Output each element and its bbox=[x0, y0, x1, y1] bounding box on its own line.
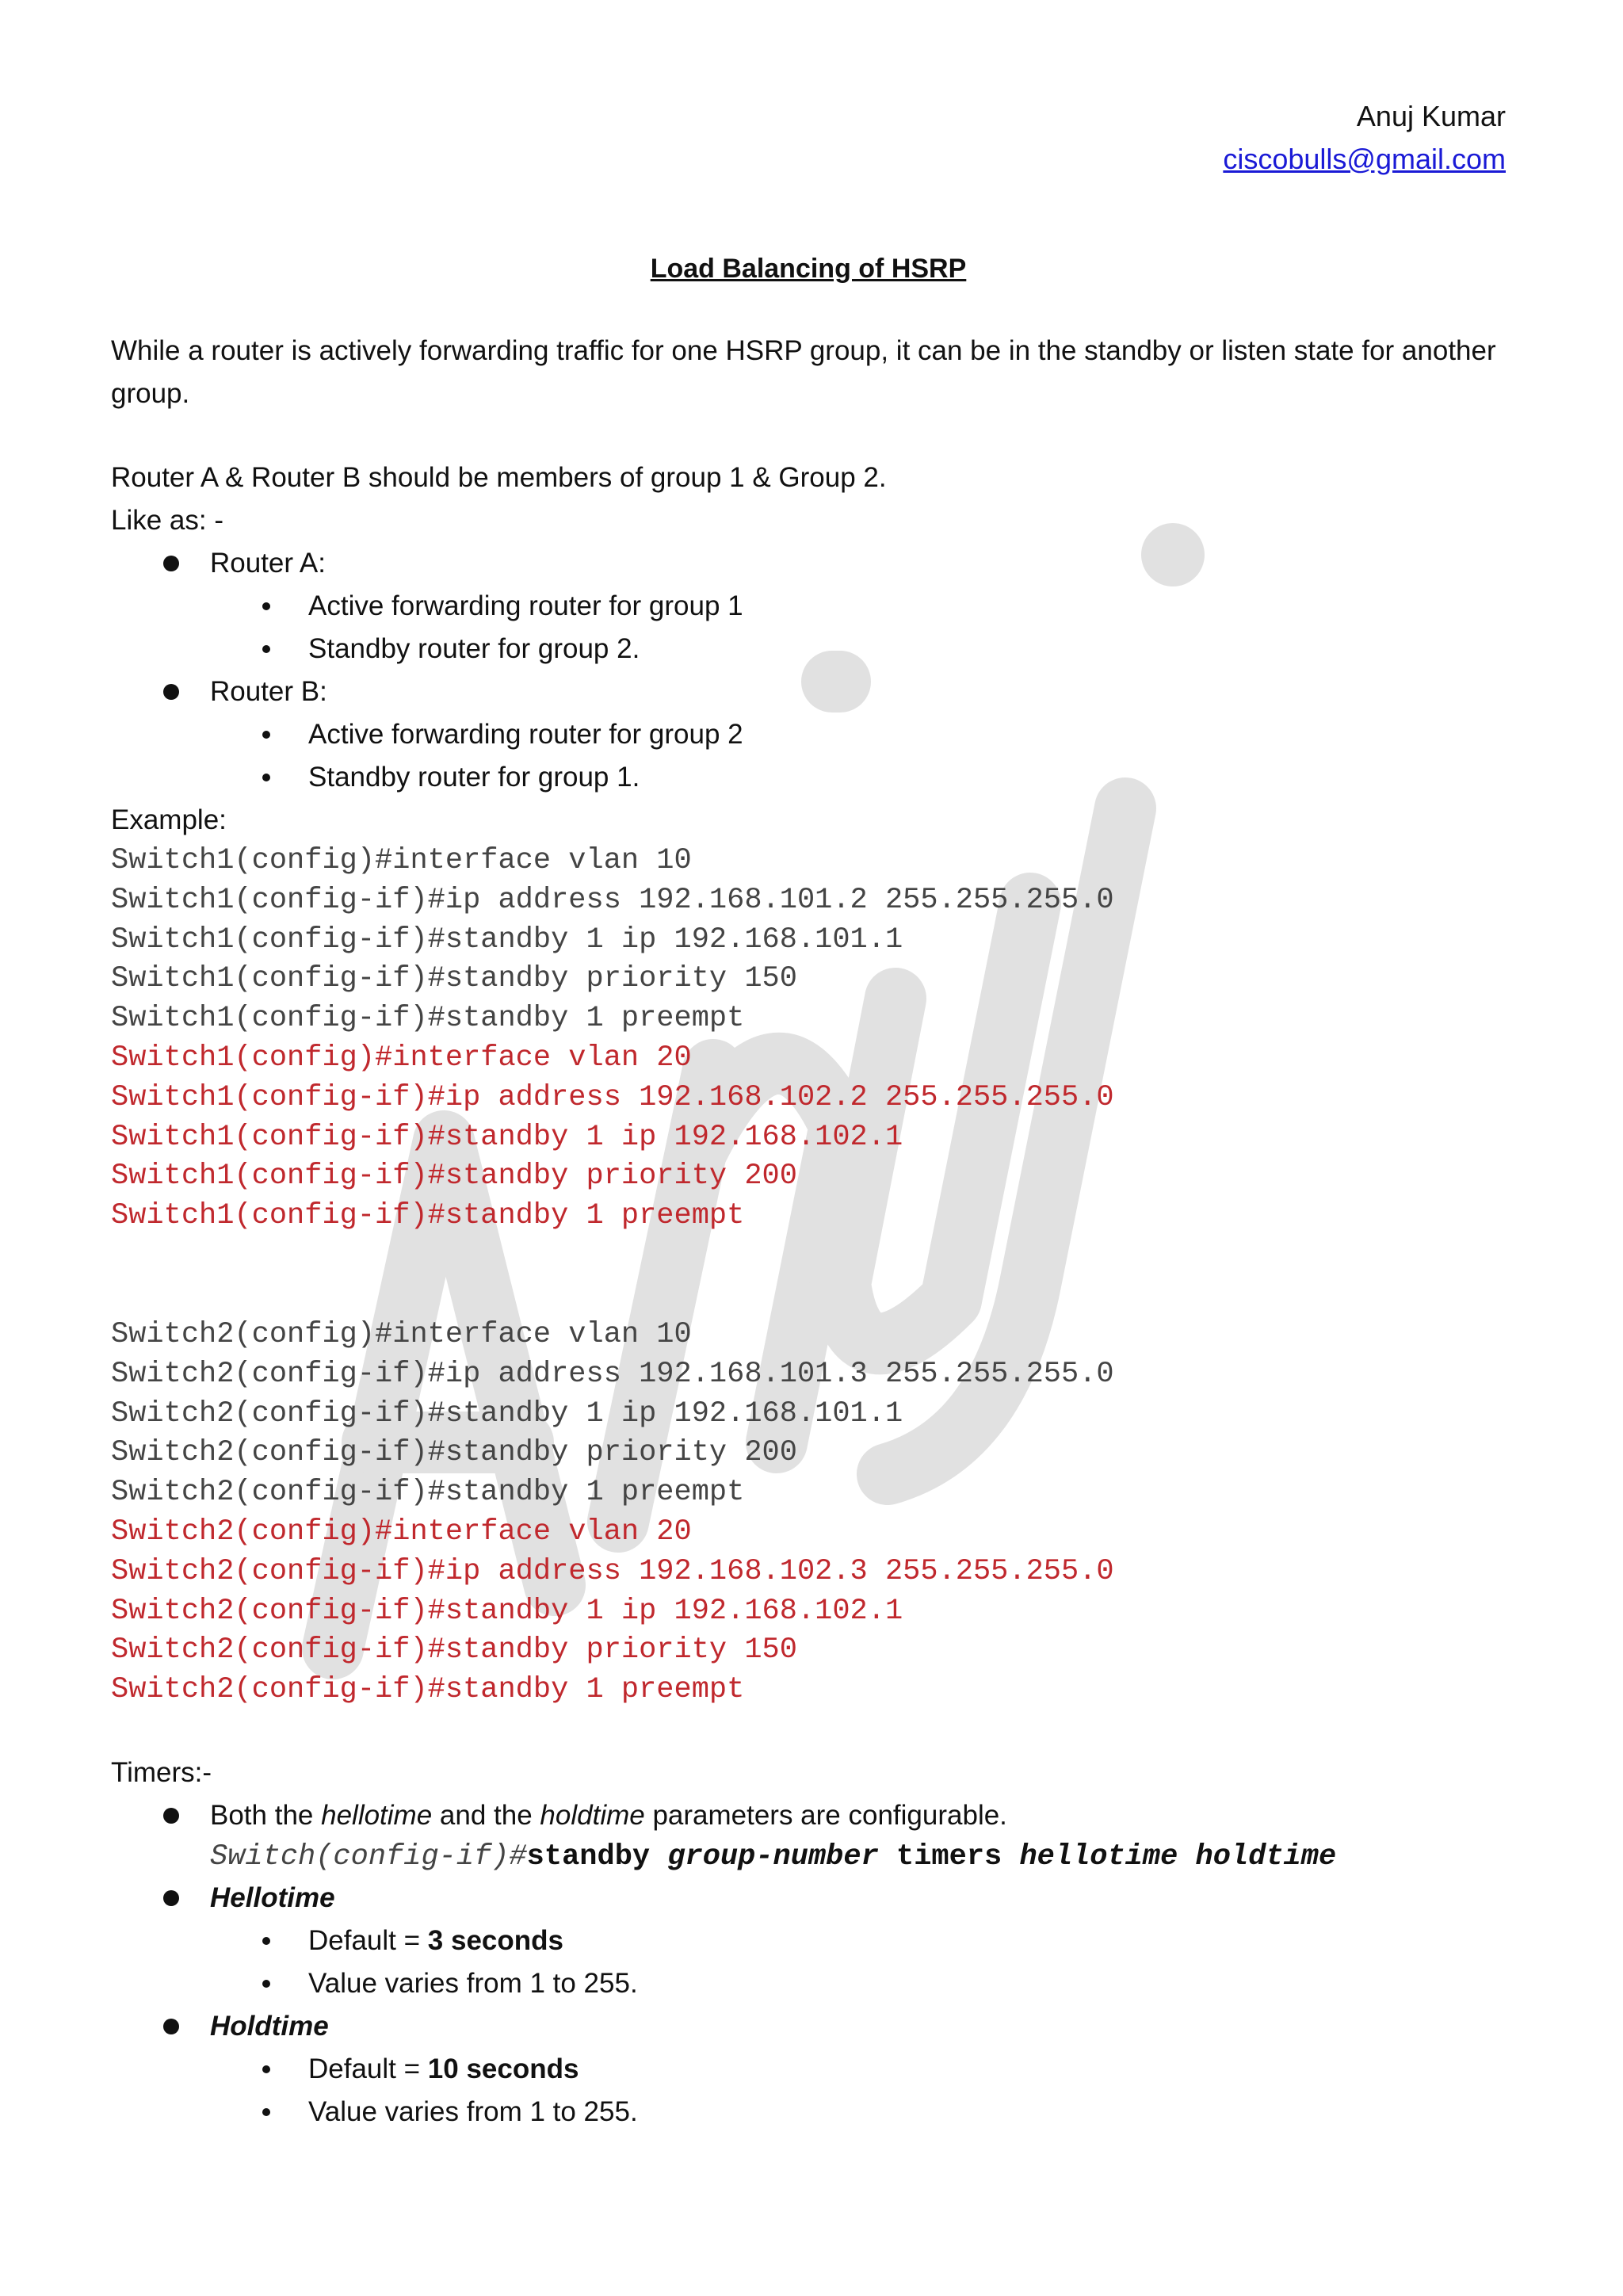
list-item-hellotime: Hellotime bbox=[111, 1877, 1506, 1920]
bullet-icon bbox=[163, 1808, 179, 1824]
code-line-highlight: Switch1(config-if)#standby 1 ip 192.168.102.1 bbox=[111, 1120, 903, 1154]
code-line-highlight: Switch1(config-if)#ip address 192.168.102.2 255.255.255.0 bbox=[111, 1080, 1114, 1114]
code-line: Switch1(config-if)#ip address 192.168.101.2 255.255.255.0 bbox=[111, 883, 1114, 917]
bullet-icon bbox=[262, 731, 270, 739]
example-label: Example: bbox=[111, 804, 227, 835]
intro-paragraph: While a router is actively forwarding traffic for one HSRP group, it can be in the standby or listen state for another group. bbox=[111, 335, 1496, 409]
code-line: Switch2(config-if)#standby priority 200 bbox=[111, 1436, 797, 1470]
code-line: Switch1(config-if)#standby priority 150 bbox=[111, 962, 797, 996]
code-line-highlight: Switch2(config-if)#standby 1 ip 192.168.102.1 bbox=[111, 1594, 903, 1628]
list-item: Default = 3 seconds bbox=[111, 1920, 1506, 1962]
code-line-highlight: Switch2(config)#interface vlan 20 bbox=[111, 1515, 692, 1549]
bullet-icon bbox=[163, 684, 179, 700]
list-item: Value varies from 1 to 255. bbox=[111, 2091, 1506, 2134]
code-line: Switch1(config-if)#standby 1 preempt bbox=[111, 1002, 745, 1036]
bullet-icon bbox=[163, 2019, 179, 2034]
bullet-icon bbox=[262, 645, 270, 653]
switch2-code-block bbox=[111, 1316, 1506, 1710]
code-line-highlight: Switch1(config-if)#standby 1 preempt bbox=[111, 1199, 745, 1233]
code-line-highlight: Switch2(config-if)#standby 1 preempt bbox=[111, 1673, 745, 1707]
author-name: Anuj Kumar bbox=[1356, 100, 1506, 132]
code-line-highlight: Switch2(config-if)#standby priority 150 bbox=[111, 1633, 797, 1668]
code-line: Switch2(config-if)#standby 1 ip 192.168.101.1 bbox=[111, 1396, 903, 1431]
author-email-link[interactable]: ciscobulls@gmail.com bbox=[1223, 143, 1506, 175]
list-item: Standby router for group 1. bbox=[111, 756, 1506, 799]
timers-command: Switch(config-if)#standby group-number timers hellotime holdtime bbox=[210, 1839, 1337, 1874]
code-line: Switch2(config-if)#ip address 192.168.101.3 255.255.255.0 bbox=[111, 1357, 1114, 1391]
bullet-icon bbox=[262, 602, 270, 610]
bullet-icon bbox=[262, 1937, 270, 1945]
author-block bbox=[111, 95, 1506, 181]
list-item: Value varies from 1 to 255. bbox=[111, 1962, 1506, 2005]
code-line: Switch2(config)#interface vlan 10 bbox=[111, 1317, 692, 1351]
code-line: Switch1(config-if)#standby 1 ip 192.168.101.1 bbox=[111, 923, 903, 957]
list-item: Active forwarding router for group 2 bbox=[111, 713, 1506, 756]
list-item-router-a: Router A: bbox=[111, 542, 1506, 585]
list-item-holdtime: Holdtime bbox=[111, 2005, 1506, 2048]
code-line-highlight: Switch1(config)#interface vlan 20 bbox=[111, 1041, 692, 1075]
code-line: Switch1(config)#interface vlan 10 bbox=[111, 844, 692, 877]
list-item-configurable: Both the hellotime and the holdtime parameters are configurable. bbox=[111, 1794, 1506, 1837]
like-as-label: Like as: - bbox=[111, 505, 223, 536]
list-item: Active forwarding router for group 1 bbox=[111, 585, 1506, 628]
code-line: Switch2(config-if)#standby 1 preempt bbox=[111, 1476, 745, 1510]
bullet-icon bbox=[262, 2065, 270, 2073]
list-item-router-b: Router B: bbox=[111, 670, 1506, 713]
bullet-icon bbox=[163, 556, 179, 571]
spacer bbox=[111, 1236, 1506, 1316]
list-item: Default = 10 seconds bbox=[111, 2048, 1506, 2091]
members-line: Router A & Router B should be members of group 1 & Group 2. bbox=[111, 462, 887, 493]
switch1-code-block bbox=[111, 842, 1506, 1236]
bullet-icon bbox=[262, 774, 270, 781]
page-title: Load Balancing of HSRP bbox=[650, 254, 967, 284]
bullet-icon bbox=[262, 1980, 270, 1988]
code-line-highlight: Switch2(config-if)#ip address 192.168.102.3 255.255.255.0 bbox=[111, 1554, 1114, 1588]
bullet-icon bbox=[262, 2108, 270, 2116]
code-line-highlight: Switch1(config-if)#standby priority 200 bbox=[111, 1159, 797, 1194]
bullet-icon bbox=[163, 1890, 179, 1906]
timers-label: Timers:- bbox=[111, 1756, 212, 1788]
list-item: Standby router for group 2. bbox=[111, 628, 1506, 670]
